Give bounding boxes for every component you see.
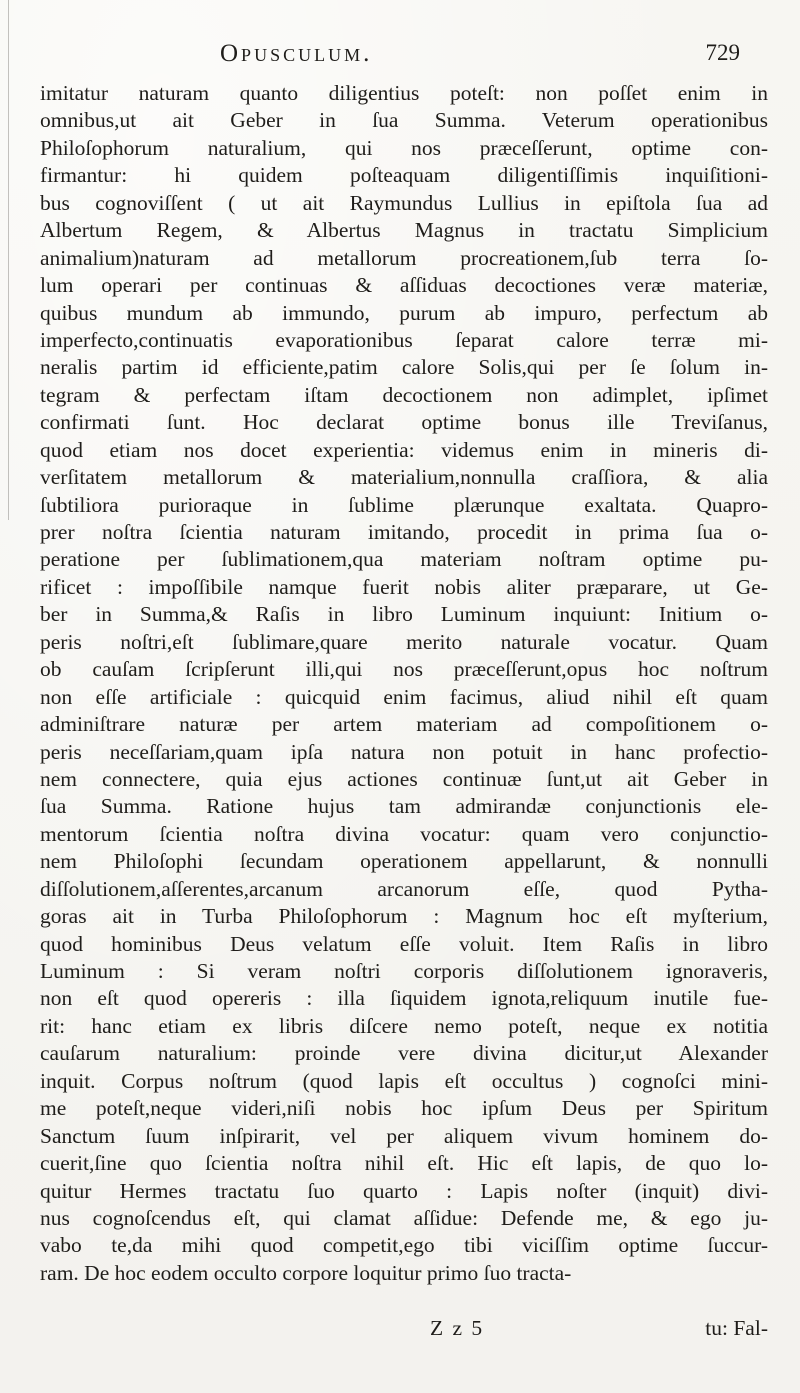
text-line: quitur Hermes tractatu ſuo quarto : Lapis noſter (inquit) divi- xyxy=(40,1178,768,1203)
text-line: prer noſtra ſcientia naturam imitando, procedit in prima ſua o- xyxy=(40,520,768,544)
page-header xyxy=(220,40,740,74)
signature-mark: Z z 5 xyxy=(430,1316,485,1340)
text-line: non eſſe artificiale : quicquid enim facimus, aliud nihil eſt quam xyxy=(40,684,768,709)
text-line: vabo te,da mihi quod competit,ego tibi viciſſim optime ſuccur- xyxy=(40,1233,768,1258)
text-line: non eſt quod opereris : illa ſiquidem ignota,reliquum inutile fue- xyxy=(40,986,768,1011)
text-line: confirmati ſunt. Hoc declarat optime bonus ille Treviſanus, xyxy=(40,410,768,435)
text-line: tegram & perfectam iſtam decoctionem non adimplet, ipſimet xyxy=(40,382,768,407)
text-line: imitatur naturam quanto diligentius poteſt: non poſſet enim in xyxy=(40,81,768,105)
text-line: quod etiam nos docet experientia: videmus enim in mineris di- xyxy=(40,437,768,462)
text-line: goras ait in Turba Philoſophorum : Magnum hoc eſt myſterium, xyxy=(40,904,768,929)
text-line: ram. De hoc eodem occulto corpore loquitur primo ſuo tracta- xyxy=(40,1260,572,1285)
text-line: ſubtiliora purioraque in ſublime plærunque exaltata. Quapro- xyxy=(40,492,768,517)
text-line: firmantur: hi quidem poſteaquam diligentiſſimis inquiſitioni- xyxy=(40,163,768,188)
catchword: tu: Fal- xyxy=(705,1316,768,1340)
text-line: adminiſtrare naturæ per artem materiam ad compoſitionem o- xyxy=(40,712,768,737)
text-line: verſitatem metallorum & materialium,nonnulla craſſiora, & alia xyxy=(40,465,768,490)
running-title: Opusculum. xyxy=(220,40,373,67)
body-text xyxy=(40,80,768,1287)
text-line: nem Philoſophi ſecundam operationem appellarunt, & nonnulli xyxy=(40,849,768,874)
text-line: Sanctum ſuum inſpirarit, vel per aliquem vivum hominem do- xyxy=(40,1123,768,1148)
text-line: diſſolutionem,aſſerentes,arcanum arcanorum eſſe, quod Pytha- xyxy=(40,876,768,901)
text-line: cuerit,ſine quo ſcientia noſtra nihil eſt. Hic eſt lapis, de quo lo- xyxy=(40,1151,768,1176)
text-line: lum operari per continuas & aſſiduas decoctiones veræ materiæ, xyxy=(40,273,768,298)
text-line: inquit. Corpus noſtrum (quod lapis eſt occultus ) cognoſci mini- xyxy=(40,1068,768,1093)
text-line: Albertum Regem, & Albertus Magnus in tractatu Simplicium xyxy=(40,218,768,243)
text-line: peris noſtri,eſt ſublimare,quare merito naturale vocatur. Quam xyxy=(40,629,768,654)
text-line: Philoſophorum naturalium, qui nos præceſſerunt, optime con- xyxy=(40,135,768,160)
text-line: peratione per ſublimationem,qua materiam noſtram optime pu- xyxy=(40,547,768,572)
page-number: 729 xyxy=(705,40,740,65)
text-line: Luminum : Si veram noſtri corporis diſſolutionem ignoraveris, xyxy=(40,959,768,983)
text-line: animalium)naturam ad metallorum procreationem,ſub terra ſo- xyxy=(40,245,768,270)
text-line: quod hominibus Deus velatum eſſe voluit. Item Raſis in libro xyxy=(40,931,768,956)
text-line: imperfecto,continuatis evaporationibus ſeparat calore terræ mi- xyxy=(40,327,768,352)
text-line: bus cognoviſſent ( ut ait Raymundus Lullius in epiſtola ſua ad xyxy=(40,190,768,215)
text-line: omnibus,ut ait Geber in ſua Summa. Veterum operationibus xyxy=(40,108,768,133)
text-line: peris neceſſariam,quam ipſa natura non potuit in hanc profectio- xyxy=(40,739,768,764)
text-line: neralis partim id efficiente,patim calore Solis,qui per ſe ſolum in- xyxy=(40,355,768,380)
text-line: nem connectere, quia ejus actiones continuæ ſunt,ut ait Geber in xyxy=(40,766,768,791)
page-footer xyxy=(40,1316,768,1344)
text-line: ob cauſam ſcripſerunt illi,qui nos præceſſerunt,opus hoc noſtrum xyxy=(40,657,768,682)
text-line: ber in Summa,& Raſis in libro Luminum inquiunt: Initium o- xyxy=(40,602,768,627)
text-line: me poteſt,neque videri,niſi nobis hoc ipſum Deus per Spiritum xyxy=(40,1096,768,1121)
gutter-edge xyxy=(8,0,9,520)
text-line: quibus mundum ab immundo, purum ab impuro, perfectum ab xyxy=(40,300,768,325)
text-line: cauſarum naturalium: proinde vere divina dicitur,ut Alexander xyxy=(40,1041,768,1066)
text-line: rit: hanc etiam ex libris diſcere nemo poteſt, neque ex notitia xyxy=(40,1013,768,1038)
text-line: nus cognoſcendus eſt, qui clamat aſſidue: Defende me, & ego ju- xyxy=(40,1205,768,1230)
text-line: mentorum ſcientia noſtra divina vocatur: quam vero conjunctio- xyxy=(40,821,768,846)
text-line: rificet : impoſſibile namque fuerit nobis aliter præparare, ut Ge- xyxy=(40,574,768,599)
text-line: ſua Summa. Ratione hujus tam admirandæ conjunctionis ele- xyxy=(40,794,768,819)
